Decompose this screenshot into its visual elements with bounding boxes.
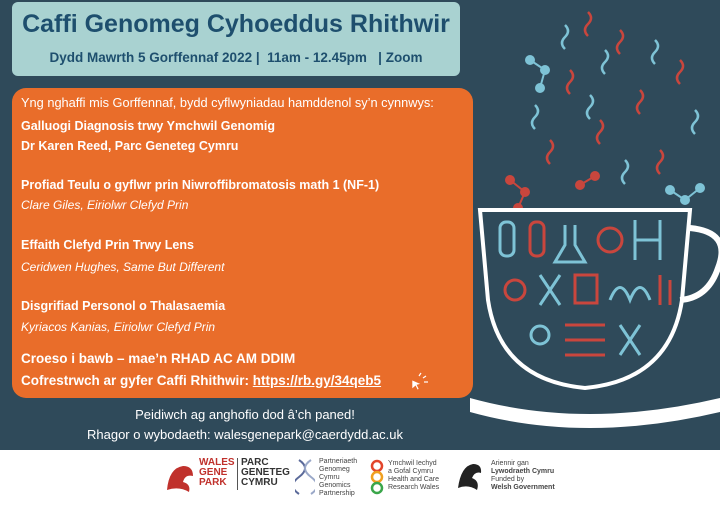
logo-genomeg: Genomeg [319, 466, 350, 473]
talk-speaker: Clare Giles, Eiriolwr Clefyd Prin [21, 198, 189, 212]
talk-title: Disgrifiad Personol o Thalasaemia [21, 299, 226, 313]
logo-ariennir: Ariennir gan [491, 460, 529, 467]
click-cursor-icon [409, 372, 429, 392]
talk-speaker: Dr Karen Reed, Parc Geneteg Cymru [21, 139, 239, 153]
footer-contact: Rhagor o wybodaeth: walesgenepark@caerdydd.ac.uk [87, 427, 403, 442]
logo-gene: GENE [199, 467, 228, 478]
footer-reminder: Peidiwch ag anghofio dod â’ch paned! [135, 407, 355, 422]
logo-partneriaeth: Partneriaeth [319, 458, 358, 465]
talk-speaker: Kyriacos Kanias, Eiriolwr Clefyd Prin [21, 320, 216, 334]
logo-strip [0, 450, 720, 505]
logo-funded-by: Funded by [491, 476, 525, 483]
talk-speaker: Ceridwen Hughes, Same But Different [21, 260, 225, 274]
welsh-government-logo [455, 458, 575, 498]
program-box [12, 88, 473, 398]
logo-lywodraeth: Lywodraeth Cymru [491, 468, 555, 475]
register-link[interactable]: https://rb.gy/34qeb5 [252, 373, 382, 388]
talk-title: Profiad Teulu o gyflwr prin Niwroffibromatosis math 1 (NF-1) [21, 178, 380, 192]
wales-gene-park-logo [165, 457, 290, 498]
logo-health-care: Health and Care [388, 476, 439, 483]
logo-partnership: Partnership [319, 490, 355, 497]
welsh-dragon-icon [455, 458, 485, 494]
talk-title: Effaith Clefyd Prin Trwy Lens [21, 238, 194, 252]
rings-icon [370, 458, 384, 496]
talk-title: Galluogi Diagnosis trwy Ymchwil Genomig [21, 119, 275, 133]
logo-research-wales: Research Wales [388, 484, 440, 491]
logo-cymru: CYMRU [241, 477, 278, 488]
register-label: Cofrestrwch ar gyfer Caffi Rhithwir: [21, 373, 253, 388]
logo-ymchwil: Ymchwil Iechyd [388, 460, 437, 467]
logo-welsh-government: Welsh Government [491, 484, 555, 491]
dragon-icon [165, 462, 195, 496]
event-date-time: Dydd Mawrth 5 Gorffennaf 2022 | 11am - 12.45pm | Zoom [49, 50, 423, 65]
title-box [12, 2, 460, 76]
register-line [21, 373, 381, 388]
logo-wales: WALES [199, 457, 235, 468]
health-care-research-logo [370, 458, 450, 498]
program-intro: Yng nghaffi mis Gorffennaf, bydd cyflwyniadau hamddenol sy’n cynnwys: [21, 95, 434, 110]
logo-park: PARK [199, 477, 227, 488]
event-title: Caffi Genomeg Cyhoeddus Rhithwir [22, 10, 450, 38]
welcome-text: Croeso i bawb – mae’n RHAD AC AM DDIM [21, 351, 296, 366]
dna-icon [295, 458, 315, 496]
science-coffee-cup-illustration [470, 0, 720, 450]
logo-parc: PARC [241, 457, 269, 468]
logo-gofal: a Gofal Cymru [388, 468, 434, 475]
logo-genomics: Genomics [319, 482, 351, 489]
genomics-partnership-logo [295, 458, 365, 498]
logo-cymru-2: Cymru [319, 474, 340, 481]
logo-geneteg: GENETEG [241, 467, 290, 478]
